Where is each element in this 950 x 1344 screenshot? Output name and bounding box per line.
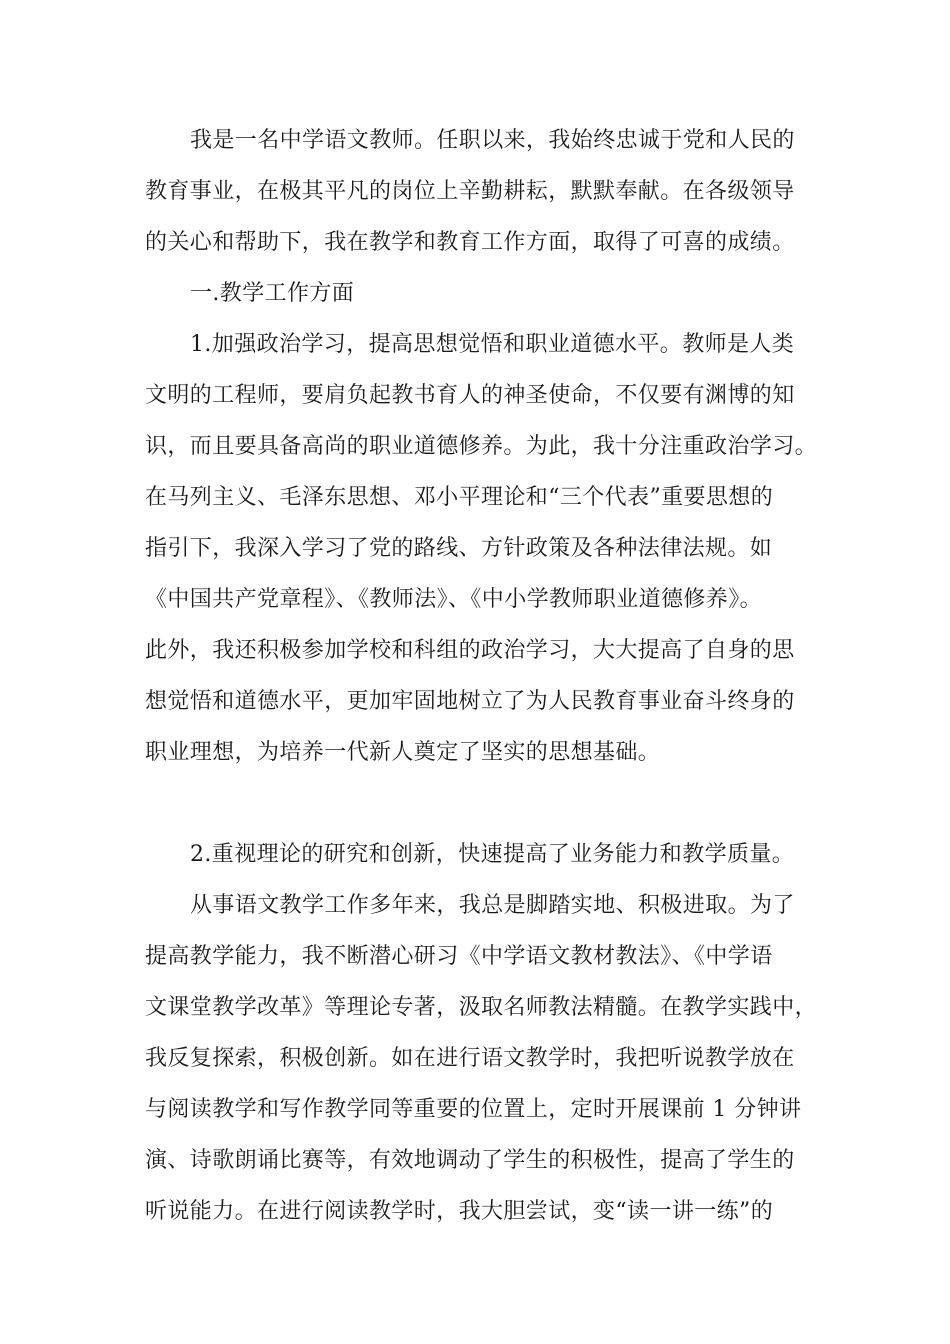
paragraph-line-14: 2.重视理论的研究和创新，快速提高了业务能力和教学质量。	[190, 842, 795, 867]
paragraph-line-8: 在马列主义、毛泽东思想、邓小平理论和“三个代表”重要思想的	[145, 485, 774, 510]
paragraph-line-21: 听说能力。在进行阅读教学时，我大胆尝试，变“读一讲一练”的	[145, 1199, 774, 1224]
paragraph-line-12: 想觉悟和道德水平，更加牢固地树立了为人民教育事业奋斗终身的	[145, 689, 795, 714]
paragraph-line-6: 文明的工程师，要肩负起教书育人的神圣使命，不仅要有渊博的知	[145, 383, 795, 408]
paragraph-line-9: 指引下，我深入学习了党的路线、方针政策及各种法律法规。如	[145, 536, 773, 561]
paragraph-line-15: 从事语文教学工作多年来，我总是脚踏实地、积极进取。为了	[190, 893, 795, 918]
paragraph-line-10: 《中国共产党章程》、《教师法》、《中小学教师职业道德修养》。	[145, 587, 763, 612]
paragraph-line-16: 提高教学能力，我不断潜心研习《中学语文教材教法》、《中学语	[145, 944, 773, 969]
paragraph-line-13: 职业理想，为培养一代新人奠定了坚实的思想基础。	[145, 740, 661, 765]
paragraph-line-18: 我反复探索，积极创新。如在进行语文教学时，我把听说教学放在	[145, 1046, 795, 1071]
paragraph-line-1: 我是一名中学语文教师。任职以来，我始终忠诚于党和人民的	[190, 128, 795, 153]
section-heading-teaching: 一.教学工作方面	[190, 281, 355, 306]
paragraph-line-3: 的关心和帮助下，我在教学和教育工作方面，取得了可喜的成绩。	[145, 230, 795, 255]
paragraph-line-5: 1.加强政治学习，提高思想觉悟和职业道德水平。教师是人类	[190, 332, 795, 357]
paragraph-line-17: 文课堂教学改革》等理论专著，汲取名师教法精髓。在教学实践中，	[145, 995, 818, 1020]
paragraph-line-7: 识，而且要具备高尚的职业道德修养。为此，我十分注重政治学习。	[145, 434, 818, 459]
paragraph-line-2: 教育事业，在极其平凡的岗位上辛勤耕耘，默默奉献。在各级领导	[145, 179, 795, 204]
paragraph-line-19: 与阅读教学和写作教学同等重要的位置上，定时开展课前 1 分钟讲	[145, 1097, 802, 1122]
paragraph-line-20: 演、诗歌朗诵比赛等，有效地调动了学生的积极性，提高了学生的	[145, 1148, 795, 1173]
paragraph-line-11: 此外，我还积极参加学校和科组的政治学习，大大提高了自身的思	[145, 638, 795, 663]
